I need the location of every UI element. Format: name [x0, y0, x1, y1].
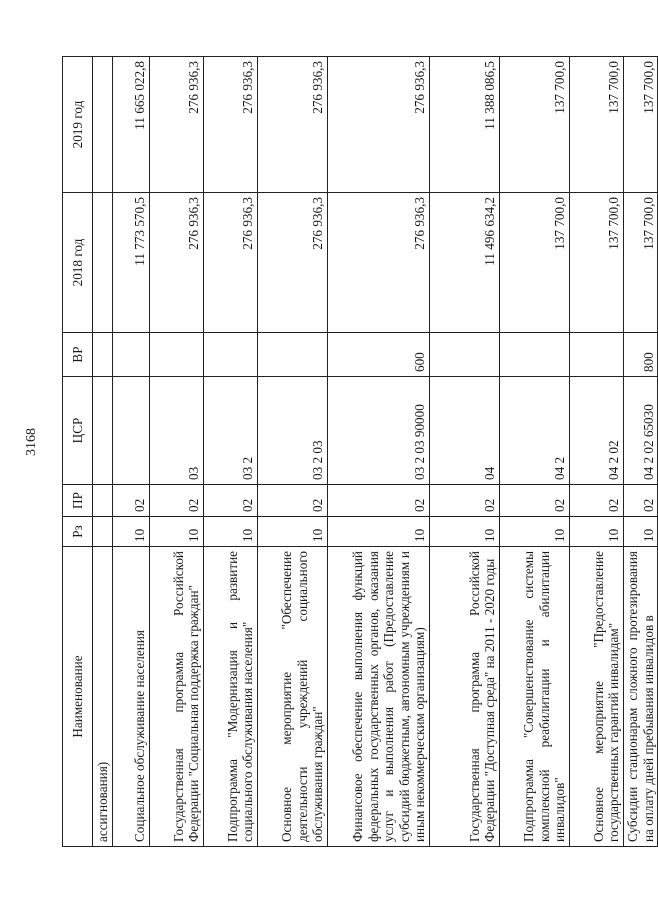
- row-csr: 03 2: [204, 377, 258, 485]
- row-name: Финансовое обеспечение выполнения функций федеральных государственных органов, оказания услуг и выполнения работ (Предоставление субсидий бюджетным, автономным учреждениям и иным некоммерческим организациям): [328, 547, 430, 847]
- row-rz: 10: [500, 517, 570, 547]
- row-csr: 03 2 03: [258, 377, 328, 485]
- row-2019: 137 700,0: [500, 57, 570, 193]
- row-name: Подпрограмма "Модернизация и развитие социального обслуживания населения": [204, 547, 258, 847]
- row-name: Основное мероприятие "Обеспечение деятельности учреждений социального обслуживания граждан": [258, 547, 328, 847]
- row-2018: 276 936,3: [328, 193, 430, 333]
- page-number: 3168: [24, 428, 39, 456]
- row-vr: [204, 333, 258, 377]
- row-csr: 03 2 03 90000: [328, 377, 430, 485]
- row-pr: 02: [204, 485, 258, 517]
- row-vr: 600: [328, 333, 430, 377]
- row-2018: 11 496 634,2: [430, 193, 500, 333]
- budget-table: [62, 56, 658, 847]
- row-rz: 10: [430, 517, 500, 547]
- row-2018: 137 700,0: [570, 193, 624, 333]
- row-2019: 276 936,3: [328, 57, 430, 193]
- row-vr: [500, 333, 570, 377]
- header-csr: ЦСР: [63, 377, 93, 485]
- row-pr: 02: [328, 485, 430, 517]
- header-rz: Рз: [63, 517, 93, 547]
- table-row: [430, 57, 500, 847]
- row-2019: 11 665 022,8: [113, 57, 150, 193]
- row-pr: 02: [624, 485, 658, 517]
- row-pr: 02: [258, 485, 328, 517]
- row-name: Социальное обслуживание населения: [113, 547, 150, 847]
- row-rz: 10: [113, 517, 150, 547]
- header-2019: 2019 год: [63, 57, 93, 193]
- table-row: [204, 57, 258, 847]
- continuation-text: ассигнования): [93, 547, 113, 847]
- row-2019: 276 936,3: [258, 57, 328, 193]
- row-2018: 276 936,3: [204, 193, 258, 333]
- row-rz: 10: [204, 517, 258, 547]
- row-2018: 137 700,0: [624, 193, 658, 333]
- header-2018: 2018 год: [63, 193, 93, 333]
- row-csr: 04 2 02 65030: [624, 377, 658, 485]
- row-pr: 02: [570, 485, 624, 517]
- row-vr: [258, 333, 328, 377]
- row-csr: 04 2 02: [570, 377, 624, 485]
- row-vr: [113, 333, 150, 377]
- row-name: Подпрограмма "Совершенствование системы комплексной реабилитации и абилитации инвалидов": [500, 547, 570, 847]
- table-row: [624, 57, 658, 847]
- header-name: Наименование: [63, 547, 93, 847]
- row-2019: 276 936,3: [150, 57, 204, 193]
- row-csr: [113, 377, 150, 485]
- row-pr: 02: [113, 485, 150, 517]
- row-rz: 10: [570, 517, 624, 547]
- row-2019: 137 700,0: [570, 57, 624, 193]
- row-vr: [150, 333, 204, 377]
- row-name: Государственная программа Российской Федерации "Социальная поддержка граждан": [150, 547, 204, 847]
- continuation-row: [93, 57, 113, 847]
- row-2019: 137 700,0: [624, 57, 658, 193]
- row-csr: 03: [150, 377, 204, 485]
- row-2018: 11 773 570,5: [113, 193, 150, 333]
- row-name: Государственная программа Российской Федерации "Доступная среда" на 2011 - 2020 годы: [430, 547, 500, 847]
- table-row: [570, 57, 624, 847]
- row-vr: 800: [624, 333, 658, 377]
- header-vr: ВР: [63, 333, 93, 377]
- row-2018: 137 700,0: [500, 193, 570, 333]
- row-name: Субсидии стационарам сложного протезирования на оплату дней пребывания инвалидов в: [624, 547, 658, 847]
- row-2019: 11 388 086,5: [430, 57, 500, 193]
- row-name: Основное мероприятие "Предоставление государственных гарантий инвалидам": [570, 547, 624, 847]
- table-row: [500, 57, 570, 847]
- row-rz: 10: [150, 517, 204, 547]
- row-2018: 276 936,3: [258, 193, 328, 333]
- row-pr: 02: [430, 485, 500, 517]
- row-csr: 04: [430, 377, 500, 485]
- row-pr: 02: [500, 485, 570, 517]
- table-row: [113, 57, 150, 847]
- header-row: [63, 57, 93, 847]
- row-csr: 04 2: [500, 377, 570, 485]
- table-row: [328, 57, 430, 847]
- row-vr: [570, 333, 624, 377]
- row-vr: [430, 333, 500, 377]
- table-row: [258, 57, 328, 847]
- table-row: [150, 57, 204, 847]
- row-pr: 02: [150, 485, 204, 517]
- row-2019: 276 936,3: [204, 57, 258, 193]
- row-rz: 10: [328, 517, 430, 547]
- row-rz: 10: [624, 517, 658, 547]
- row-rz: 10: [258, 517, 328, 547]
- row-2018: 276 936,3: [150, 193, 204, 333]
- header-pr: ПР: [63, 485, 93, 517]
